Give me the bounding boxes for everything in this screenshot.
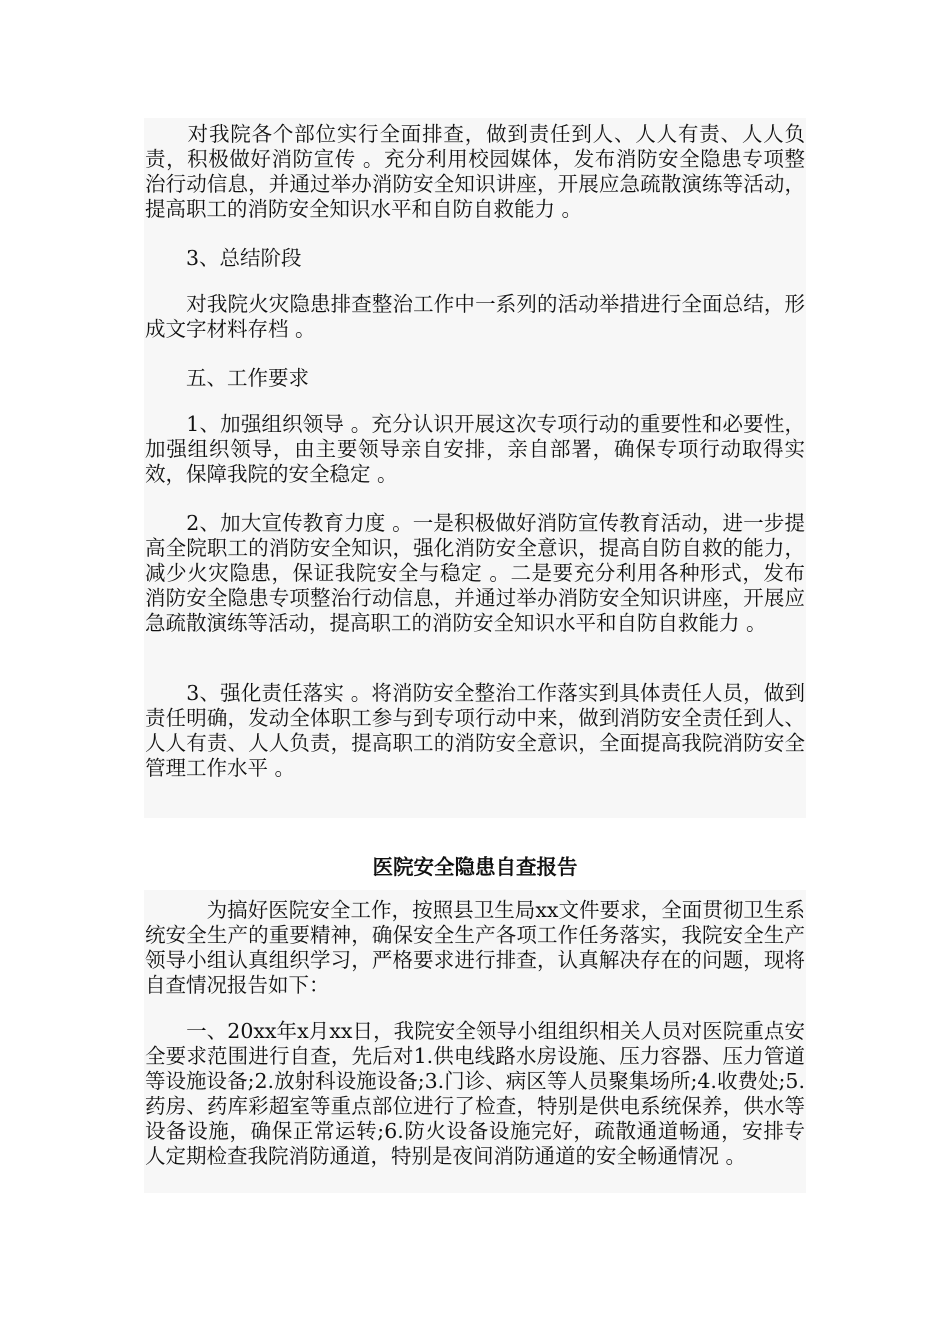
paragraph-work-requirements-heading: 五、工作要求 bbox=[145, 366, 309, 390]
paragraph-report-intro: 为搞好医院安全工作，按照县卫生局xx文件要求，全面贯彻卫生系统安全生产的重要精神，确保安全生产各项工作任务落实，我院安全生产领导小组认真组织学习，严格要求进行排查，认真解决存在的问题，现将自查情况报告如下： bbox=[145, 898, 805, 997]
paragraph-requirement-1: 1、加强组织领导 。充分认识开展这次专项行动的重要性和必要性，加强组织领导，由主要领导亲自安排，亲自部署，确保专项行动取得实效，保障我院的安全稳定 。 bbox=[145, 412, 805, 486]
paragraph-publicity: 对我院各个部位实行全面排查，做到责任到人、人人有责、人人负责，积极做好消防宣传 。充分利用校园媒体，发布消防安全隐患专项整治行动信息，并通过举办消防安全知识讲座，开展应急疏散演练等活动，提高职工的消防安全知识水平和自防自救能力 。 bbox=[145, 122, 805, 221]
paragraph-requirement-3: 3、强化责任落实 。将消防安全整治工作落实到具体责任人员，做到责任明确，发动全体职工参与到专项行动中来，做到消防安全责任到人、人人有责、人人负责，提高职工的消防安全意识，全面提高我院消防安全管理工作水平 。 bbox=[145, 681, 805, 780]
paragraph-summary-stage: 对我院火灾隐患排查整治工作中一系列的活动举措进行全面总结，形成文字材料存档 。 bbox=[145, 292, 805, 341]
paragraph-summary-stage-heading: 3、总结阶段 bbox=[145, 246, 302, 270]
report-title: 医院安全隐患自查报告 bbox=[372, 855, 578, 879]
paragraph-report-inspection: 一、20xx年x月xx日，我院安全领导小组组织相关人员对医院重点安全要求范围进行自查，先后对1.供电线路水房设施、压力容器、压力管道等设施设备;2.放射科设施设备;3.门诊、病区等人员聚集场所;4.收费处;5.药房、药库彩超室等重点部位进行了检查，特别是供电系统保养，供水等设备设施，确保正常运转;6.防火设备设施完好，疏散通道畅通，安排专人定期检查我院消防通道，特别是夜间消防通道的安全畅通情况 。 bbox=[145, 1019, 805, 1168]
paragraph-requirement-2: 2、加大宣传教育力度 。一是积极做好消防宣传教育活动，进一步提高全院职工的消防安全知识，强化消防安全意识，提高自防自救的能力，减少火灾隐患，保证我院安全与稳定 。二是要充分利用各种形式，发布消防安全隐患专项整治行动信息，并通过举办消防安全知识讲座，开展应急疏散演练等活动，提高职工的消防安全知识水平和自防自救能力 。 bbox=[145, 511, 805, 635]
